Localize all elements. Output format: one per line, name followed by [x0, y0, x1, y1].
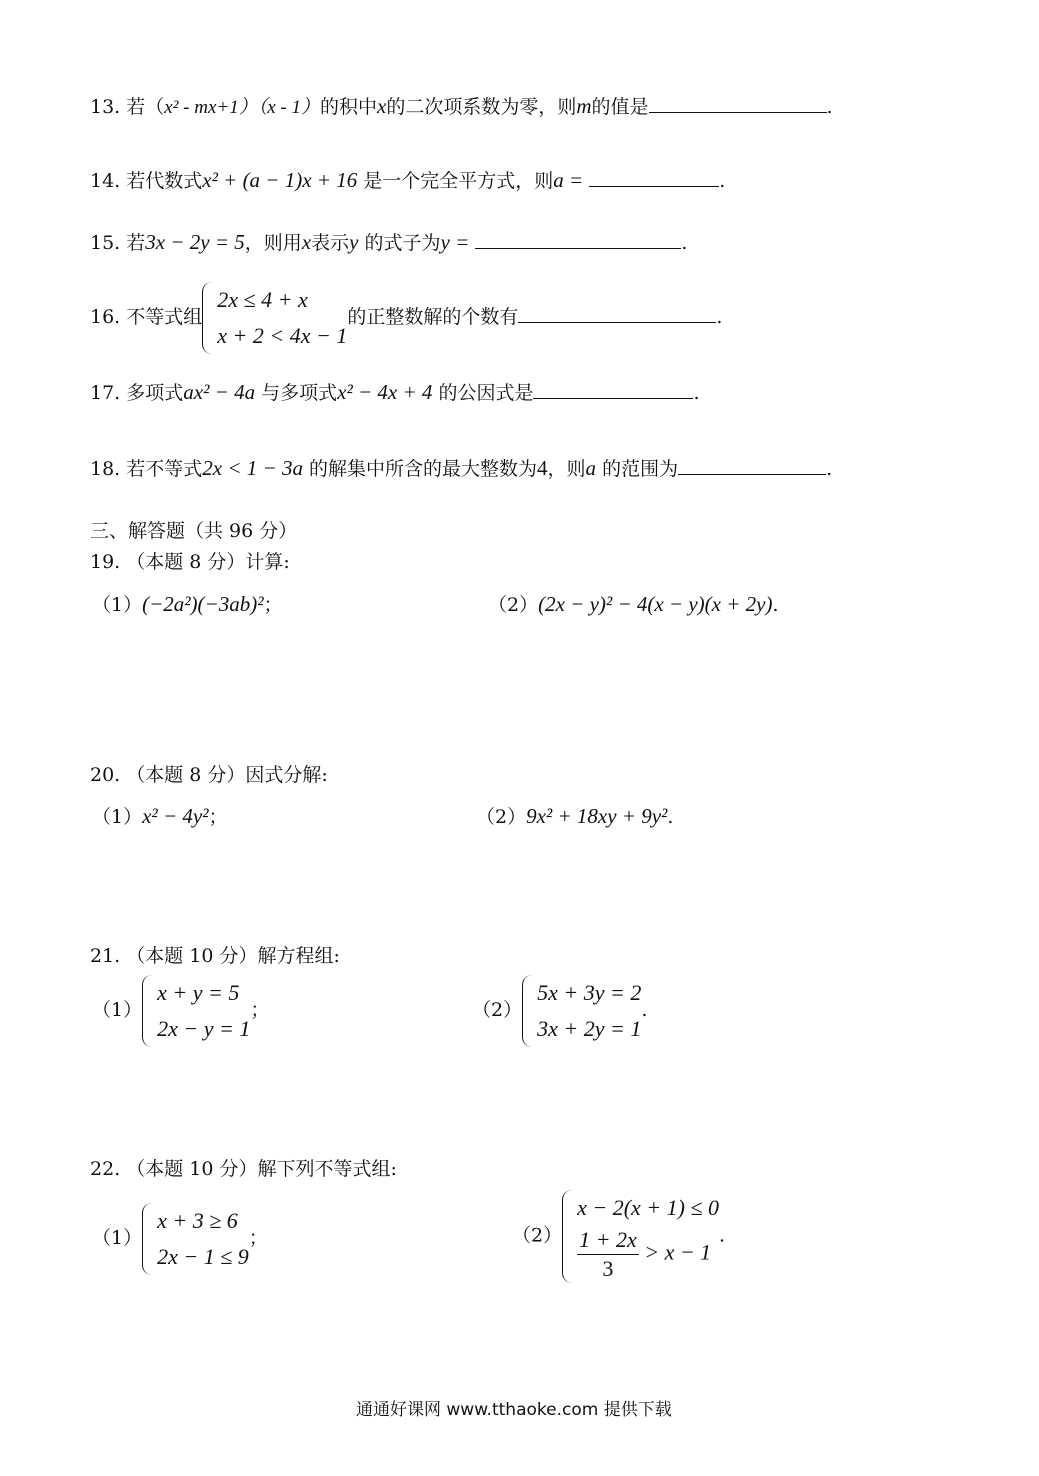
question-19-heading: 19. （本题 8 分）计算: — [90, 551, 290, 573]
q19-part-1: （1）(−2a²)(−3ab)²； — [92, 592, 283, 616]
question-14: 14. 若代数式x² + (a − 1)x + 16 是一个完全平方式，则a = . — [90, 168, 726, 192]
q21-part-1: （1） x + y = 5 2x − y = 1 ； — [92, 975, 269, 1047]
inequality-system: x − 2(x + 1) ≤ 0 $\frac{1 + 2x}{3}$ > x − 1 — [562, 1190, 719, 1283]
question-17: 17. 多项式ax² − 4a 与多项式x² − 4x + 4 的公因式是 . — [90, 380, 700, 404]
q20-part-2: （2）9x² + 18xy + 9y². — [476, 804, 674, 828]
footer-source: 通通好课网 www.tthaoke.com 提供下载 — [356, 1400, 672, 1420]
inequality-system: 2x ≤ 4 + x x + 2 < 4x − 1 — [202, 282, 347, 354]
question-20-heading: 20. （本题 8 分）因式分解: — [90, 764, 328, 786]
brace — [562, 1190, 573, 1283]
brace — [142, 1203, 153, 1275]
fraction: $\frac{1 + 2x}{3}$ — [579, 1227, 637, 1281]
q22-part-2: （2） x − 2(x + 1) ≤ 0 $\frac{1 + 2x}{3}$ > x − 1 . — [512, 1190, 725, 1283]
answer-blank[interactable] — [518, 304, 716, 323]
q13-number: 13. — [90, 96, 121, 118]
question-22-heading: 22. （本题 10 分）解下列不等式组: — [90, 1158, 397, 1180]
q22-part-1: （1） x + 3 ≥ 6 2x − 1 ≤ 9 ； — [92, 1203, 268, 1275]
brace — [522, 975, 533, 1047]
q19-part-2: （2）(2x − y)² − 4(x − y)(x + 2y). — [488, 592, 779, 616]
brace — [202, 282, 213, 354]
answer-blank[interactable] — [533, 380, 693, 399]
question-15: 15. 若3x − 2y = 5，则用x表示y 的式子为y = . — [90, 230, 688, 254]
q20-part-1: （1）x² − 4y²； — [92, 804, 228, 828]
answer-blank[interactable] — [649, 94, 827, 113]
inequality-system: x + 3 ≥ 6 2x − 1 ≤ 9 — [142, 1203, 249, 1275]
answer-blank[interactable] — [589, 168, 719, 187]
equation-system: 5x + 3y = 2 3x + 2y = 1 — [522, 975, 641, 1047]
question-18: 18. 若不等式2x < 1 − 3a 的解集中所含的最大整数为4，则a 的范围为 . — [90, 456, 833, 480]
q21-part-2: （2） 5x + 3y = 2 3x + 2y = 1 . — [472, 975, 647, 1047]
question-13: 13. 若（x² - mx+1）（x - 1）的积中x的二次项系数为零，则m的值是 . — [90, 94, 833, 118]
equation-system: x + y = 5 2x − y = 1 — [142, 975, 250, 1047]
question-21-heading: 21. （本题 10 分）解方程组: — [90, 945, 340, 967]
section-heading: 三、解答题（共 96 分） — [90, 520, 298, 542]
question-16: 16. 不等式组 2x ≤ 4 + x x + 2 < 4x − 1 的正整数解的个数有 . — [90, 282, 722, 354]
answer-blank[interactable] — [678, 456, 826, 475]
answer-blank[interactable] — [475, 230, 681, 249]
brace — [142, 975, 153, 1047]
